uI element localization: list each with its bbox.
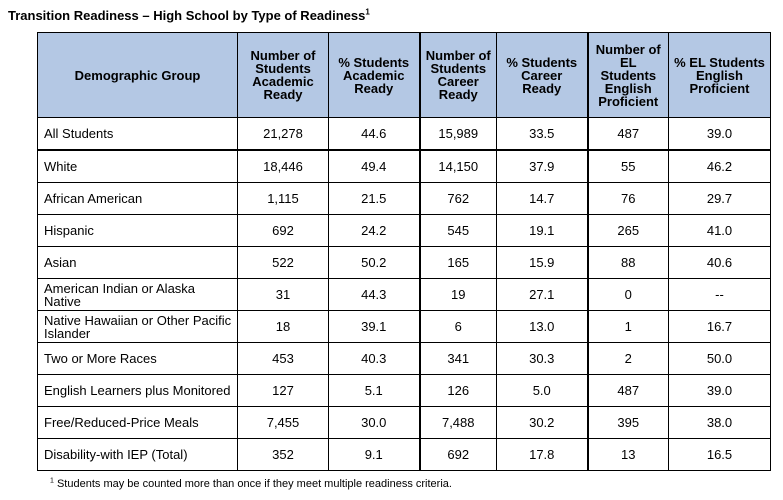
title-footnote-marker: 1 <box>365 7 370 17</box>
cell-pct-academic-ready: 40.3 <box>329 343 420 375</box>
cell-number-el-proficient: 1 <box>588 311 669 343</box>
footnote <box>50 478 452 490</box>
cell-pct-el-proficient: 39.0 <box>669 375 771 407</box>
footnote-text: Students may be counted more than once if they meet multiple readiness criteria. <box>56 478 452 490</box>
row-label: Free/Reduced-Price Meals <box>38 407 238 439</box>
cell-pct-academic-ready: 39.1 <box>329 311 420 343</box>
cell-pct-career-ready: 30.2 <box>497 407 588 439</box>
cell-number-career-ready: 545 <box>420 215 497 247</box>
cell-number-el-proficient: 487 <box>588 118 669 151</box>
cell-number-academic-ready: 31 <box>238 279 329 311</box>
cell-number-career-ready: 762 <box>420 183 497 215</box>
table-row-english-learners <box>38 375 771 407</box>
table-row-free-reduced-meals <box>38 407 771 439</box>
cell-pct-el-proficient: 39.0 <box>669 118 771 151</box>
cell-number-academic-ready: 7,455 <box>238 407 329 439</box>
cell-pct-academic-ready: 9.1 <box>329 439 420 471</box>
cell-number-el-proficient: 0 <box>588 279 669 311</box>
cell-pct-el-proficient: 46.2 <box>669 150 771 183</box>
cell-pct-academic-ready: 21.5 <box>329 183 420 215</box>
cell-number-career-ready: 14,150 <box>420 150 497 183</box>
table-row-white <box>38 150 771 183</box>
cell-pct-career-ready: 14.7 <box>497 183 588 215</box>
column-header-number-el-proficient: Number of EL Students English Proficient <box>588 33 669 118</box>
cell-number-career-ready: 19 <box>420 279 497 311</box>
table-header-row <box>38 33 771 118</box>
cell-pct-el-proficient: 38.0 <box>669 407 771 439</box>
cell-number-academic-ready: 352 <box>238 439 329 471</box>
cell-number-academic-ready: 1,115 <box>238 183 329 215</box>
cell-pct-el-proficient: 41.0 <box>669 215 771 247</box>
cell-number-el-proficient: 2 <box>588 343 669 375</box>
row-label: Disability-with IEP (Total) <box>38 439 238 471</box>
column-header-pct-career-ready: % Students Career Ready <box>497 33 588 118</box>
cell-pct-career-ready: 37.9 <box>497 150 588 183</box>
cell-pct-career-ready: 5.0 <box>497 375 588 407</box>
cell-number-el-proficient: 487 <box>588 375 669 407</box>
readiness-table <box>37 32 771 471</box>
cell-pct-el-proficient: 16.7 <box>669 311 771 343</box>
cell-pct-el-proficient: 40.6 <box>669 247 771 279</box>
cell-number-academic-ready: 692 <box>238 215 329 247</box>
cell-pct-career-ready: 27.1 <box>497 279 588 311</box>
cell-pct-academic-ready: 30.0 <box>329 407 420 439</box>
cell-pct-career-ready: 30.3 <box>497 343 588 375</box>
row-label: Hispanic <box>38 215 238 247</box>
cell-number-career-ready: 165 <box>420 247 497 279</box>
cell-pct-academic-ready: 24.2 <box>329 215 420 247</box>
table-row-asian <box>38 247 771 279</box>
cell-pct-el-proficient: 16.5 <box>669 439 771 471</box>
table-title <box>8 8 370 23</box>
cell-pct-career-ready: 13.0 <box>497 311 588 343</box>
table-row-disability-iep <box>38 439 771 471</box>
cell-number-career-ready: 7,488 <box>420 407 497 439</box>
cell-pct-career-ready: 17.8 <box>497 439 588 471</box>
cell-pct-career-ready: 15.9 <box>497 247 588 279</box>
row-label: American Indian or Alaska Native <box>38 279 238 311</box>
cell-number-academic-ready: 18,446 <box>238 150 329 183</box>
cell-number-career-ready: 341 <box>420 343 497 375</box>
row-label: African American <box>38 183 238 215</box>
table-row-american-indian <box>38 279 771 311</box>
cell-number-academic-ready: 127 <box>238 375 329 407</box>
column-header-pct-el-proficient: % EL Students English Proficient <box>669 33 771 118</box>
cell-pct-el-proficient: -- <box>669 279 771 311</box>
column-header-demographic-group: Demographic Group <box>38 33 238 118</box>
table-row-all-students <box>38 118 771 151</box>
cell-number-el-proficient: 76 <box>588 183 669 215</box>
cell-number-el-proficient: 395 <box>588 407 669 439</box>
footnote-marker: 1 <box>50 477 54 485</box>
cell-number-el-proficient: 265 <box>588 215 669 247</box>
cell-pct-academic-ready: 5.1 <box>329 375 420 407</box>
cell-pct-el-proficient: 50.0 <box>669 343 771 375</box>
table-row-hispanic <box>38 215 771 247</box>
cell-pct-career-ready: 33.5 <box>497 118 588 151</box>
row-label: All Students <box>38 118 238 151</box>
row-label: Native Hawaiian or Other Pacific Islander <box>38 311 238 343</box>
column-header-pct-academic-ready: % Students Academic Ready <box>329 33 420 118</box>
row-label: Two or More Races <box>38 343 238 375</box>
cell-number-el-proficient: 88 <box>588 247 669 279</box>
cell-number-career-ready: 692 <box>420 439 497 471</box>
cell-pct-academic-ready: 44.3 <box>329 279 420 311</box>
row-label: English Learners plus Monitored <box>38 375 238 407</box>
column-header-number-academic-ready: Number of Students Academic Ready <box>238 33 329 118</box>
cell-pct-academic-ready: 44.6 <box>329 118 420 151</box>
table-row-two-or-more-races <box>38 343 771 375</box>
cell-pct-academic-ready: 49.4 <box>329 150 420 183</box>
column-header-number-career-ready: Number of Students Career Ready <box>420 33 497 118</box>
cell-number-el-proficient: 13 <box>588 439 669 471</box>
table-row-african-american <box>38 183 771 215</box>
cell-pct-academic-ready: 50.2 <box>329 247 420 279</box>
cell-number-academic-ready: 21,278 <box>238 118 329 151</box>
cell-number-el-proficient: 55 <box>588 150 669 183</box>
cell-number-career-ready: 15,989 <box>420 118 497 151</box>
cell-number-academic-ready: 18 <box>238 311 329 343</box>
cell-number-academic-ready: 453 <box>238 343 329 375</box>
cell-pct-el-proficient: 29.7 <box>669 183 771 215</box>
table-title-text: Transition Readiness – High School by Type of Readiness <box>8 8 366 23</box>
cell-pct-career-ready: 19.1 <box>497 215 588 247</box>
table-row-native-hawaiian <box>38 311 771 343</box>
cell-number-career-ready: 126 <box>420 375 497 407</box>
row-label: White <box>38 150 238 183</box>
cell-number-career-ready: 6 <box>420 311 497 343</box>
cell-number-academic-ready: 522 <box>238 247 329 279</box>
row-label: Asian <box>38 247 238 279</box>
